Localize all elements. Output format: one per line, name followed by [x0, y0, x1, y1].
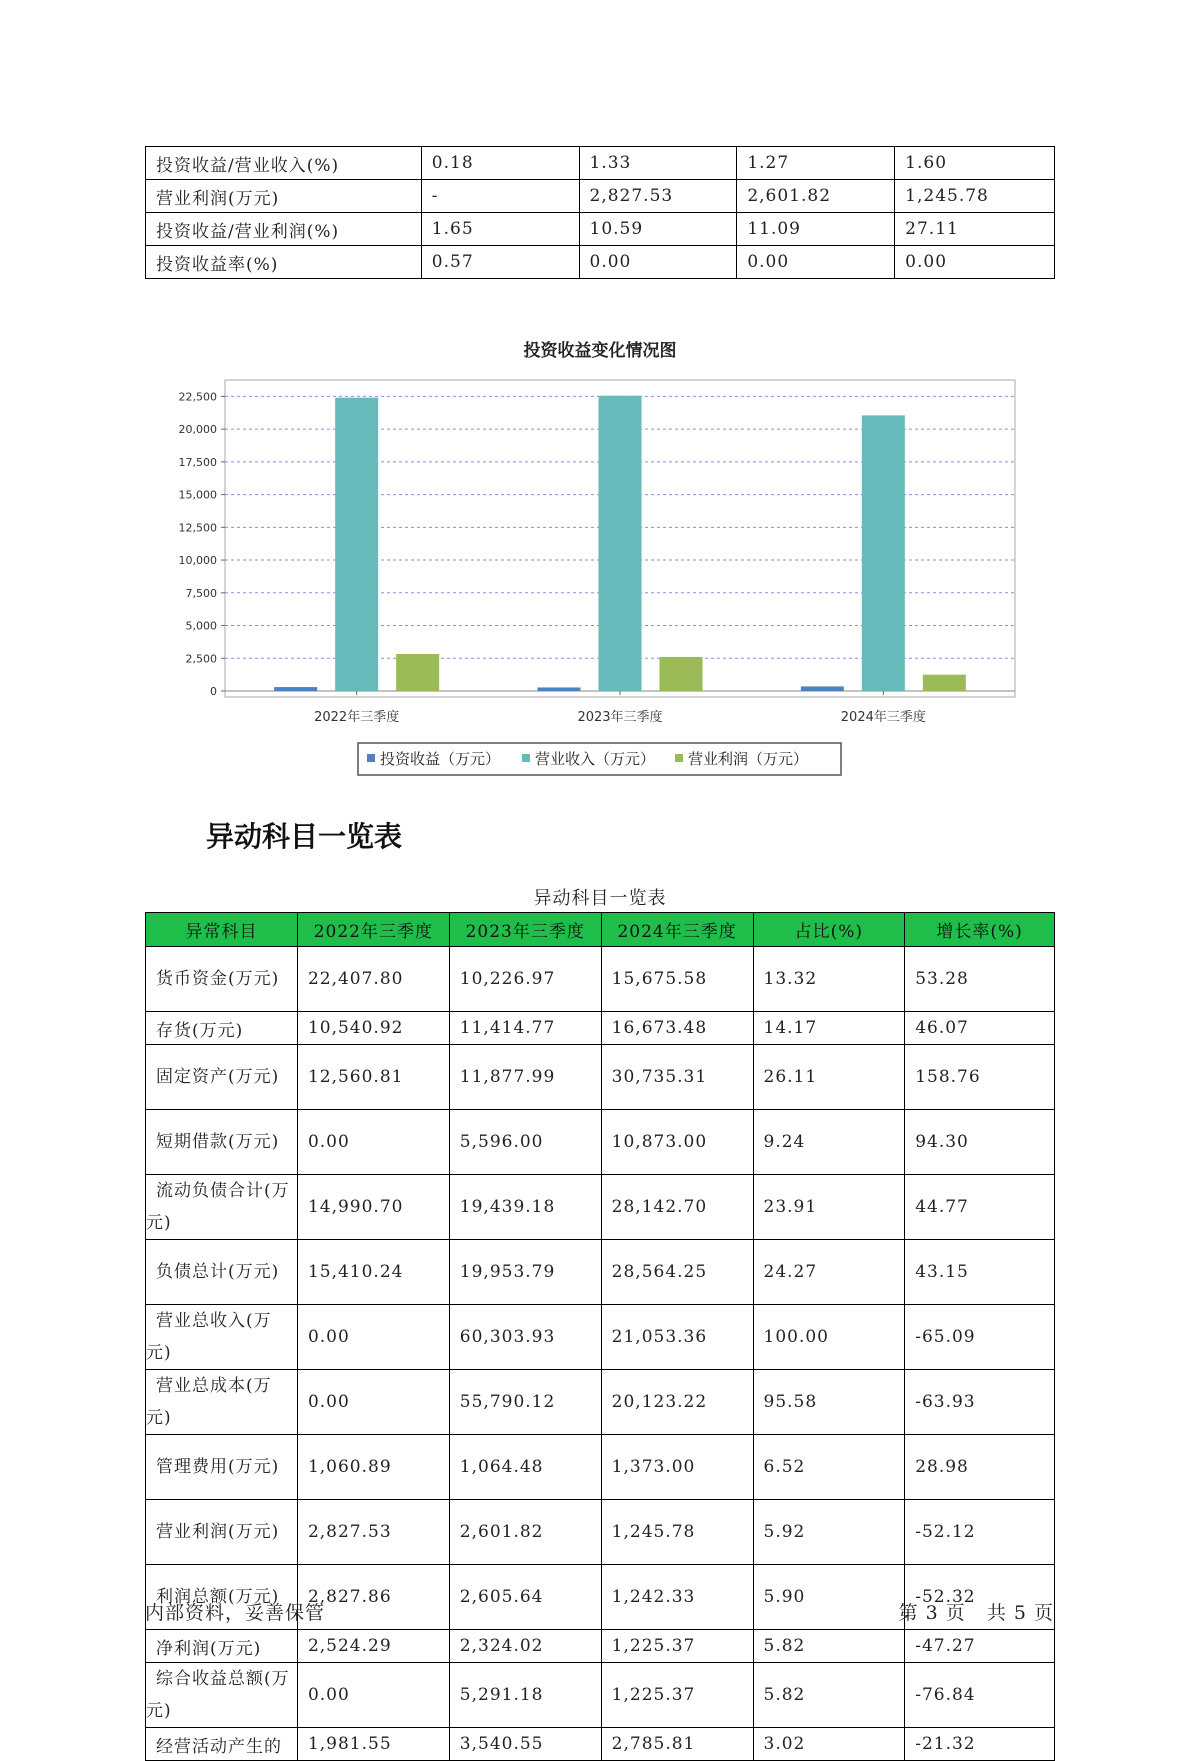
value-cell: 2,785.81: [601, 1728, 753, 1761]
value-cell: 14.17: [753, 1012, 905, 1045]
x-tick-label: 2024年三季度: [840, 710, 926, 725]
value-cell: 2,524.29: [297, 1630, 449, 1663]
value-cell: 27.11: [895, 213, 1055, 246]
table-row: [146, 1663, 1055, 1728]
value-cell: 1.65: [421, 213, 579, 246]
bar: [660, 657, 703, 691]
value-cell: 10,226.97: [449, 947, 601, 1012]
table-row: [146, 1175, 1055, 1240]
bar: [335, 398, 378, 691]
investment-income-chart: [145, 330, 1025, 790]
value-cell: 0.00: [579, 246, 737, 279]
value-cell: 100.00: [753, 1305, 905, 1370]
account-name-cell: [146, 1500, 298, 1565]
table-row: [146, 947, 1055, 1012]
account-name-text: 利润总额(万元): [156, 1587, 280, 1607]
y-tick-label: 5,000: [185, 619, 217, 633]
top-table-row: [146, 147, 1055, 180]
table-row: [146, 1045, 1055, 1110]
value-cell: 26.11: [753, 1045, 905, 1110]
bar: [274, 687, 317, 691]
value-cell: 2,601.82: [737, 180, 895, 213]
value-cell: -76.84: [905, 1663, 1055, 1728]
value-cell: 0.00: [895, 246, 1055, 279]
value-cell: 15,675.58: [601, 947, 753, 1012]
row-label-cell: 投资收益/营业利润(%): [146, 213, 422, 246]
value-cell: 16,673.48: [601, 1012, 753, 1045]
value-cell: 0.00: [297, 1110, 449, 1175]
anomaly-table-header: [146, 913, 1055, 947]
column-header: 异常科目: [146, 913, 298, 947]
account-name-text: 流动负债合计(万元): [146, 1181, 290, 1233]
value-cell: 1.33: [579, 147, 737, 180]
value-cell: 2,324.02: [449, 1630, 601, 1663]
x-tick-label: 2023年三季度: [577, 710, 663, 725]
value-cell: 0.00: [297, 1305, 449, 1370]
table-row: [146, 1240, 1055, 1305]
legend-swatch: [675, 754, 683, 762]
row-label-cell: 营业利润(万元): [146, 180, 422, 213]
value-cell: 3.02: [753, 1728, 905, 1761]
bar: [801, 686, 844, 691]
y-tick-label: 15,000: [178, 488, 217, 502]
legend-swatch: [367, 754, 375, 762]
value-cell: 55,790.12: [449, 1370, 601, 1435]
bar: [538, 687, 581, 691]
value-cell: 44.77: [905, 1175, 1055, 1240]
column-header: 增长率(%): [905, 913, 1055, 947]
value-cell: 30,735.31: [601, 1045, 753, 1110]
account-name-cell: [146, 1305, 298, 1370]
value-cell: 158.76: [905, 1045, 1055, 1110]
value-cell: 19,439.18: [449, 1175, 601, 1240]
y-tick-label: 17,500: [178, 455, 217, 469]
table-caption: 异动科目一览表: [533, 888, 667, 909]
account-name-cell: [146, 1045, 298, 1110]
bar: [923, 675, 966, 691]
value-cell: 2,827.86: [297, 1565, 449, 1630]
value-cell: 5,291.18: [449, 1663, 601, 1728]
anomaly-table: [145, 912, 1055, 1761]
y-tick-label: 12,500: [178, 521, 217, 535]
y-tick-label: 0: [210, 685, 217, 698]
value-cell: -21.32: [905, 1728, 1055, 1761]
value-cell: 0.57: [421, 246, 579, 279]
legend-swatch: [522, 754, 530, 762]
row-label-cell: 投资收益率(%): [146, 246, 422, 279]
top-table: [145, 146, 1055, 279]
table-row: [146, 1305, 1055, 1370]
value-cell: 1,225.37: [601, 1630, 753, 1663]
account-name-text: 货币资金(万元): [156, 969, 280, 989]
value-cell: 60,303.93: [449, 1305, 601, 1370]
account-name-cell: 经营活动产生的: [146, 1728, 298, 1761]
table-row: [146, 1370, 1055, 1435]
legend-label: 营业收入（万元）: [535, 750, 656, 768]
value-cell: 94.30: [905, 1110, 1055, 1175]
value-cell: 0.00: [297, 1663, 449, 1728]
value-cell: 11,877.99: [449, 1045, 601, 1110]
top-table-row: [146, 213, 1055, 246]
value-cell: 28,564.25: [601, 1240, 753, 1305]
account-name-text: 负债总计(万元): [156, 1262, 280, 1282]
account-name-text: 固定资产(万元): [156, 1067, 280, 1087]
value-cell: 21,053.36: [601, 1305, 753, 1370]
value-cell: 22,407.80: [297, 947, 449, 1012]
table-row: [146, 1012, 1055, 1045]
account-name-cell: [146, 1663, 298, 1728]
value-cell: 6.52: [753, 1435, 905, 1500]
value-cell: 14,990.70: [297, 1175, 449, 1240]
value-cell: -: [421, 180, 579, 213]
value-cell: 9.24: [753, 1110, 905, 1175]
value-cell: 2,605.64: [449, 1565, 601, 1630]
table-row: [146, 1435, 1055, 1500]
table-row: [146, 1110, 1055, 1175]
column-header: 2024年三季度: [601, 913, 753, 947]
value-cell: 15,410.24: [297, 1240, 449, 1305]
value-cell: 1.27: [737, 147, 895, 180]
value-cell: 43.15: [905, 1240, 1055, 1305]
column-header: 2022年三季度: [297, 913, 449, 947]
value-cell: 46.07: [905, 1012, 1055, 1045]
value-cell: 0.18: [421, 147, 579, 180]
value-cell: 20,123.22: [601, 1370, 753, 1435]
value-cell: 1.60: [895, 147, 1055, 180]
footer-confidential-note: 内部资料，妥善保管: [145, 1602, 326, 1624]
bars: [274, 396, 966, 691]
table-row: [146, 1728, 1055, 1761]
account-name-cell: [146, 1435, 298, 1500]
top-table-row: [146, 246, 1055, 279]
value-cell: 5.82: [753, 1630, 905, 1663]
value-cell: 10.59: [579, 213, 737, 246]
value-cell: 10,873.00: [601, 1110, 753, 1175]
chart-title: 投资收益变化情况图: [523, 341, 677, 361]
account-name-cell: [146, 1240, 298, 1305]
value-cell: 1,981.55: [297, 1728, 449, 1761]
value-cell: -63.93: [905, 1370, 1055, 1435]
value-cell: 10,540.92: [297, 1012, 449, 1045]
value-cell: 3,540.55: [449, 1728, 601, 1761]
legend: [358, 743, 841, 775]
value-cell: 0.00: [297, 1370, 449, 1435]
value-cell: 53.28: [905, 947, 1055, 1012]
value-cell: 0.00: [737, 246, 895, 279]
account-name-text: 营业利润(万元): [156, 1522, 280, 1542]
bar: [599, 396, 642, 691]
y-axis-ticks: [179, 390, 226, 698]
value-cell: -47.27: [905, 1630, 1055, 1663]
account-name-cell: [146, 1175, 298, 1240]
row-label-cell: 投资收益/营业收入(%): [146, 147, 422, 180]
account-name-text: 营业总收入(万元): [146, 1311, 272, 1363]
y-tick-label: 22,500: [178, 390, 217, 404]
table-row: [146, 1630, 1055, 1663]
top-table-body: [146, 147, 1055, 279]
value-cell: 2,827.53: [297, 1500, 449, 1565]
bar: [396, 654, 439, 691]
column-header: 2023年三季度: [449, 913, 601, 947]
value-cell: -52.32: [905, 1565, 1055, 1630]
value-cell: 24.27: [753, 1240, 905, 1305]
legend-label: 投资收益（万元）: [380, 750, 501, 768]
value-cell: 11,414.77: [449, 1012, 601, 1045]
value-cell: 1,225.37: [601, 1663, 753, 1728]
value-cell: 1,245.78: [601, 1500, 753, 1565]
value-cell: 12,560.81: [297, 1045, 449, 1110]
account-name-cell: [146, 1370, 298, 1435]
value-cell: 1,064.48: [449, 1435, 601, 1500]
value-cell: 1,242.33: [601, 1565, 753, 1630]
value-cell: 2,827.53: [579, 180, 737, 213]
footer-page-number: 第 3 页 共 5 页: [898, 1602, 1054, 1624]
value-cell: 95.58: [753, 1370, 905, 1435]
value-cell: -52.12: [905, 1500, 1055, 1565]
account-name-text: 营业总成本(万元): [146, 1376, 272, 1428]
value-cell: -65.09: [905, 1305, 1055, 1370]
value-cell: 2,601.82: [449, 1500, 601, 1565]
x-tick-label: 2022年三季度: [314, 710, 400, 725]
anomaly-table-body: [146, 947, 1055, 1761]
value-cell: 13.32: [753, 947, 905, 1012]
value-cell: 23.91: [753, 1175, 905, 1240]
top-table-row: [146, 180, 1055, 213]
account-name-cell: 存货(万元): [146, 1012, 298, 1045]
column-header: 占比(%): [753, 913, 905, 947]
y-tick-label: 2,500: [185, 652, 217, 666]
account-name-text: 综合收益总额(万元): [146, 1669, 290, 1721]
legend-label: 营业利润（万元）: [688, 750, 809, 768]
value-cell: 1,245.78: [895, 180, 1055, 213]
table-row: [146, 1500, 1055, 1565]
section-title: 异动科目一览表: [206, 820, 403, 853]
value-cell: 28.98: [905, 1435, 1055, 1500]
value-cell: 5.90: [753, 1565, 905, 1630]
value-cell: 19,953.79: [449, 1240, 601, 1305]
account-name-text: 短期借款(万元): [156, 1132, 280, 1152]
account-name-text: 管理费用(万元): [156, 1457, 280, 1477]
value-cell: 5,596.00: [449, 1110, 601, 1175]
value-cell: 1,373.00: [601, 1435, 753, 1500]
bar: [862, 415, 905, 691]
value-cell: 1,060.89: [297, 1435, 449, 1500]
account-name-cell: 净利润(万元): [146, 1630, 298, 1663]
value-cell: 28,142.70: [601, 1175, 753, 1240]
value-cell: 11.09: [737, 213, 895, 246]
y-tick-label: 10,000: [178, 554, 217, 568]
account-name-cell: [146, 947, 298, 1012]
account-name-cell: [146, 1110, 298, 1175]
y-tick-label: 7,500: [185, 586, 217, 600]
value-cell: 5.82: [753, 1663, 905, 1728]
value-cell: 5.92: [753, 1500, 905, 1565]
y-tick-label: 20,000: [178, 423, 217, 437]
